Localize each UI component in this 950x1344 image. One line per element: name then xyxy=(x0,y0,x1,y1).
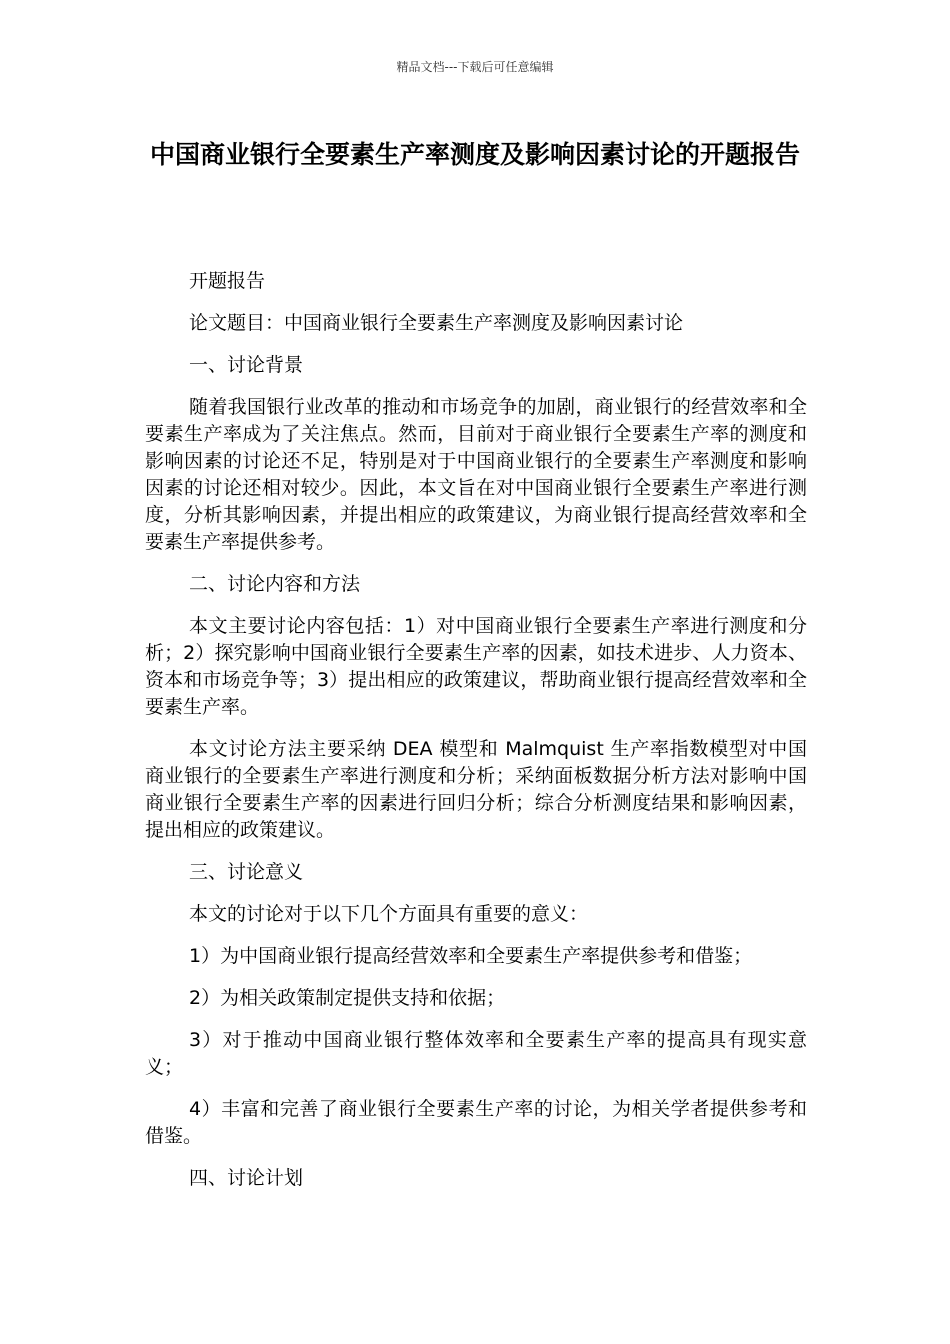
section-heading-content-method: 二、讨论内容和方法 xyxy=(189,573,361,595)
paragraph-method: 本文讨论方法主要采纳 DEA 模型和 Malmquist 生产率指数模型对中国商业银行的全要素生产率进行测度和分析；采纳面板数据分析方法对影响中国商业银行全要素生产率的因素进行回归分析；综合分析测度结果和影响因素，提出相应的政策建议。 xyxy=(145,738,807,841)
section-heading-significance: 三、讨论意义 xyxy=(189,861,304,883)
document-body xyxy=(145,268,807,1207)
label-opening-report: 开题报告 xyxy=(189,270,266,292)
list-item-significance-1: 1）为中国商业银行提高经营效率和全要素生产率提供参考和借鉴； xyxy=(189,945,753,967)
page-header: 精品文档---下载后可任意编辑 xyxy=(396,60,554,74)
section-heading-background: 一、讨论背景 xyxy=(189,354,304,376)
document-title: 中国商业银行全要素生产率测度及影响因素讨论的开题报告 xyxy=(149,140,800,169)
paragraph-significance-intro: 本文的讨论对于以下几个方面具有重要的意义： xyxy=(189,903,589,925)
section-heading-plan: 四、讨论计划 xyxy=(189,1167,304,1189)
list-item-significance-3: 3）对于推动中国商业银行整体效率和全要素生产率的提高具有现实意义； xyxy=(145,1029,807,1078)
thesis-title-line: 论文题目：中国商业银行全要素生产率测度及影响因素讨论 xyxy=(189,312,684,334)
list-item-significance-4: 4）丰富和完善了商业银行全要素生产率的讨论，为相关学者提供参考和借鉴。 xyxy=(145,1098,807,1147)
paragraph-background: 随着我国银行业改革的推动和市场竞争的加剧，商业银行的经营效率和全要素生产率成为了关注焦点。然而，目前对于商业银行全要素生产率的测度和影响因素的讨论还不足，特别是对于中国商业银行的全要素生产率测度和影响因素的讨论还相对较少。因此，本文旨在对中国商业银行全要素生产率进行测度，分析其影响因素，并提出相应的政策建议，为商业银行提高经营效率和全要素生产率提供参考。 xyxy=(145,396,807,553)
paragraph-content: 本文主要讨论内容包括：1）对中国商业银行全要素生产率进行测度和分析；2）探究影响中国商业银行全要素生产率的因素，如技术进步、人力资本、资本和市场竞争等；3）提出相应的政策建议，帮助商业银行提高经营效率和全要素生产率。 xyxy=(145,615,807,718)
list-item-significance-2: 2）为相关政策制定提供支持和依据； xyxy=(189,987,506,1009)
